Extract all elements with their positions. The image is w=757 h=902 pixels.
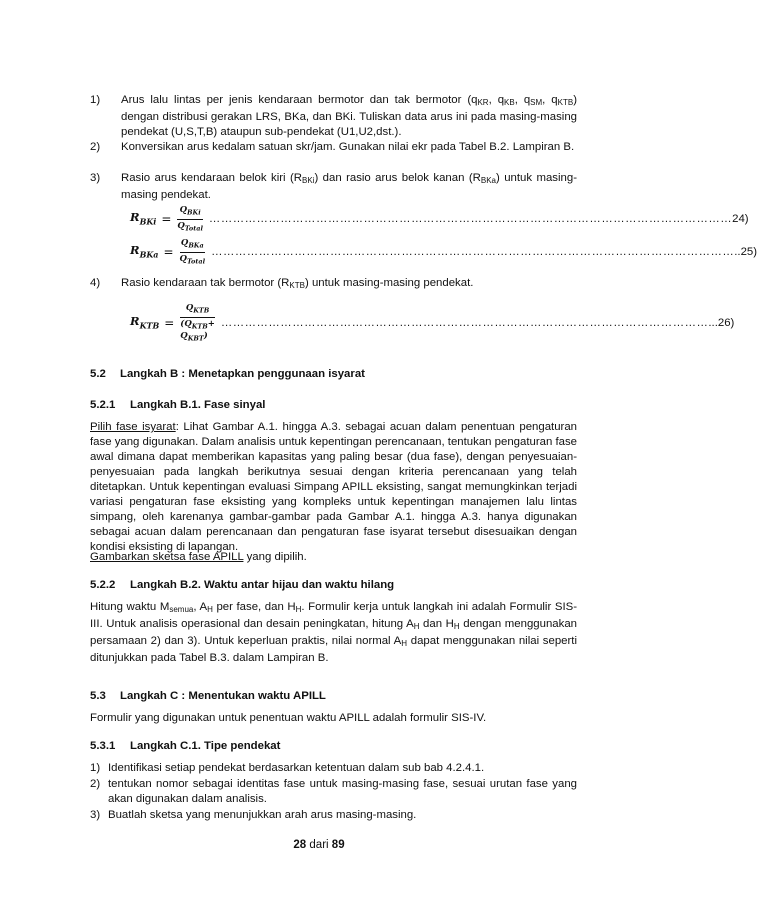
list-item-text: Identifikasi setiap pendekat berdasarkan ketentuan dalam sub bab 4.2.4.1. (108, 762, 485, 774)
subsection-heading: 5.3.1 Langkah C.1. Tipe pendekat (90, 740, 281, 752)
underlined-lead: Pilih fase isyarat (90, 421, 176, 433)
equation-number: ..25) (734, 245, 757, 258)
equation-number: 24) (732, 212, 749, 225)
subsection-heading: 5.2.1 Langkah B.1. Fase sinyal (90, 399, 266, 411)
formula-lhs: $R_{BKa}$ (130, 242, 159, 259)
formula-lhs: $R_{BKi}$ (130, 209, 157, 226)
list-item-text: Rasio kendaraan tak bermotor $(R_{KTB})$ untuk masing-masing pendekat. (121, 277, 474, 290)
paragraph: Formulir yang digunakan untuk penentuan waktu APILL adalah formulir SIS-IV. (90, 712, 487, 724)
formula-rbki: $R_{BKi}$ = $\frac{Q_{BKi}}{Q_{Total}}$ …………………………………………………………………………………………………………………… 24) (130, 205, 749, 233)
section-heading: 5.2 Langkah B : Menetapkan penggunaan isyarat (90, 368, 365, 380)
subsection-heading: 5.2.2 Langkah B.2. Waktu antar hijau dan waktu hilang (90, 579, 395, 591)
paragraph: Hitung waktu $M_{semua}$, $A_H$ per fase, dan $H_H$. Formulir kerja untuk langkah ini adalah Formulir SIS-III. Untuk analisis operasional dan desain peningkatan, hitung $A_H$ dan $H_H$ dengan menggunakan persamaan 2) dan 3). Untuk keperluan praktis, nilai normal $A_H$ dapat menggunakan nilai seperti ditunjukkan pada Tabel B.3. dalam Lampiran B. (90, 601, 577, 664)
formula-fraction: $\frac{Q_{BKi}}{Q_{Total}}$ (177, 205, 203, 233)
list-item-text: tentukan nomor sebagai identitas fase untuk masing-masing fase, sesuai urutan fase yang akan digunakan dalam analisis. (108, 778, 577, 805)
section-heading: 5.3 Langkah C : Menentukan waktu APILL (90, 690, 326, 702)
formula-lhs: $R_{KTB}$ (130, 313, 160, 331)
page-number: 28 dari 89 (293, 839, 345, 851)
formula-rbka: $R_{BKa}$ = $\frac{Q_{BKa}}{Q_{Total}}$ …………………………………………………………………………………………………………………… ..25) (130, 238, 757, 266)
list-item-text: Rasio arus kendaraan belok kiri $(R_{BKi})$ dan rasio arus belok kanan $(R_{BKa})$ untuk masing-masing pendekat. (121, 172, 577, 201)
formula-fraction: $\frac{Q_{KTB}}{(Q_{KTB}+ Q_{KBT})}$ (180, 303, 215, 344)
list-item-text: Arus lalu lintas per jenis kendaraan bermotor dan tak bermotor ($q_{KR}$, $q_{KB}$, $q_{SM}$, $q_{KTB}$) dengan distribusi gerakan LRS, BKa, dan BKi. Tuliskan data arus ini pada masing-masing pendekat (U,S,T,B) ataupun sub-pendekat (U1,U2,dst.). (121, 94, 577, 138)
formula-rktb: $R_{KTB}$ = $\frac{Q_{KTB}}{(Q_{KTB}+ Q_{KBT})}$ …………………………………………………………………………………………………………… ...26) (130, 303, 735, 344)
list-item-text: Buatlah sketsa yang menunjukkan arah arus masing-masing. (108, 809, 417, 821)
document-page: 1) Arus lalu lintas per jenis kendaraan bermotor dan tak bermotor ($q_{KR}$, $q_{KB}$, $q_{SM}$, $q_{KTB}$) dengan distribusi gerakan LRS, BKa, dan BKi. Tuliskan data arus ini pada masing-masing pendekat (U,S,T,B) ataupun sub-pendekat (U1,U2,dst.). 2) Konversikan arus kedalam satuan skr/jam. Gunakan nilai ekr pada Tabel B.2. Lampiran B. 3) Rasio arus kendaraan belok kiri $(R_{BKi})$ dan rasio arus belok kanan $(R_{BKa})$ untuk masing-masing pendekat. $R_{BKi}$ = $\frac{Q_{BKi}}{Q_{Total}}$ …………………………………………………………………………………………………………………… 24) $R_{BKa}$ = $\frac{Q_{BKa}}{Q_{Total}}$ …………………………………………………………………………………………………………………… ..25) 4) Rasio kendaraan tak bermotor $(R_{KTB})$ untuk masing-masing pendekat. $R_{KTB}$ = $\frac{Q_{KTB}}{(Q_{KTB}+ Q_{KBT})}$ …………………………………………………………………………………………………………… ...26) 5.2 Langkah B : Menetapkan penggunaan isyarat 5.2.1 Langkah B.1. Fase sinyal Pilih fase isyarat: Lihat Gambar A.1. hingga A.3. sebagai acuan dalam penentuan pengaturan fase yang digunakan. Dalam analisis untuk kepentingan perencanaan, tentukan pengaturan fase awal dimana dapat memberikan kapasitas yang paling besar (dua fase), dengan penyesuaian-penyesuaian pada langkah berikutnya sesuai dengan kriteria perencanaan yang telah ditetapkan. Untuk kepentingan evaluasi Simpang APILL eksisting, sangat memungkinkan terjadi variasi pengaturan fase eksisting yang kompleks untuk kepentingan manajemen lalu lintas simpang, oleh karenanya gambar-gambar pada Gambar A.1. hingga A.3. hanya digunakan sebagai acuan dalam perencanaan dan pengaturan fase isyarat tersebut disesuaikan dengan kondisi eksisting di lapangan. Gambarkan sketsa fase APILL yang dipilih. 5.2.2 Langkah B.2. Waktu antar hijau dan waktu hilang Hitung waktu $M_{semua}$, $A_H$ per fase, dan $H_H$. Formulir kerja untuk langkah ini adalah Formulir SIS-III. Untuk analisis operasional dan desain peningkatan, hitung $A_H$ dan $H_H$ dengan menggunakan persamaan 2) dan 3). Untuk keperluan praktis, nilai normal $A_H$ dapat menggunakan nilai seperti ditunjukkan pada Tabel B.3. dalam Lampiran B. 5.3 Langkah C : Menentukan waktu APILL Formulir yang digunakan untuk penentuan waktu APILL adalah formulir SIS-IV. 5.3.1 Langkah C.1. Tipe pendekat 1) Identifikasi setiap pendekat berdasarkan ketentuan dalam sub bab 4.2.4.1. 2) tentukan nomor sebagai identitas fase untuk masing-masing fase, sesuai urutan fase yang akan digunakan dalam analisis. 3) Buatlah sketsa yang menunjukkan arah arus masing-masing. 28 dari 89 (0, 0, 638, 902)
paragraph: Gambarkan sketsa fase APILL yang dipilih. (90, 551, 307, 563)
list-item-text: Konversikan arus kedalam satuan skr/jam. Gunakan nilai ekr pada Tabel B.2. Lampiran B. (121, 141, 575, 153)
formula-fraction: $\frac{Q_{BKa}}{Q_{Total}}$ (179, 238, 206, 266)
paragraph: Pilih fase isyarat: Lihat Gambar A.1. hingga A.3. sebagai acuan dalam penentuan pengaturan fase yang digunakan. Dalam analisis untuk kepentingan perencanaan, tentukan pengaturan fase awal dimana dapat memberikan kapasitas yang paling besar (dua fase), dengan penyesuaian-penyesuaian pada langkah berikutnya sesuai dengan kriteria perencanaan yang telah ditetapkan. Untuk kepentingan evaluasi Simpang APILL eksisting, sangat memungkinkan terjadi variasi pengaturan fase eksisting yang kompleks untuk kepentingan manajemen lalu lintas simpang, oleh karenanya gambar-gambar pada Gambar A.1. hingga A.3. hanya digunakan sebagai acuan dalam perencanaan dan pengaturan fase isyarat tersebut disesuaikan dengan kondisi eksisting di lapangan. (90, 421, 577, 553)
equation-number: ...26) (708, 317, 735, 330)
underlined-lead: Gambarkan sketsa fase APILL (90, 551, 244, 563)
